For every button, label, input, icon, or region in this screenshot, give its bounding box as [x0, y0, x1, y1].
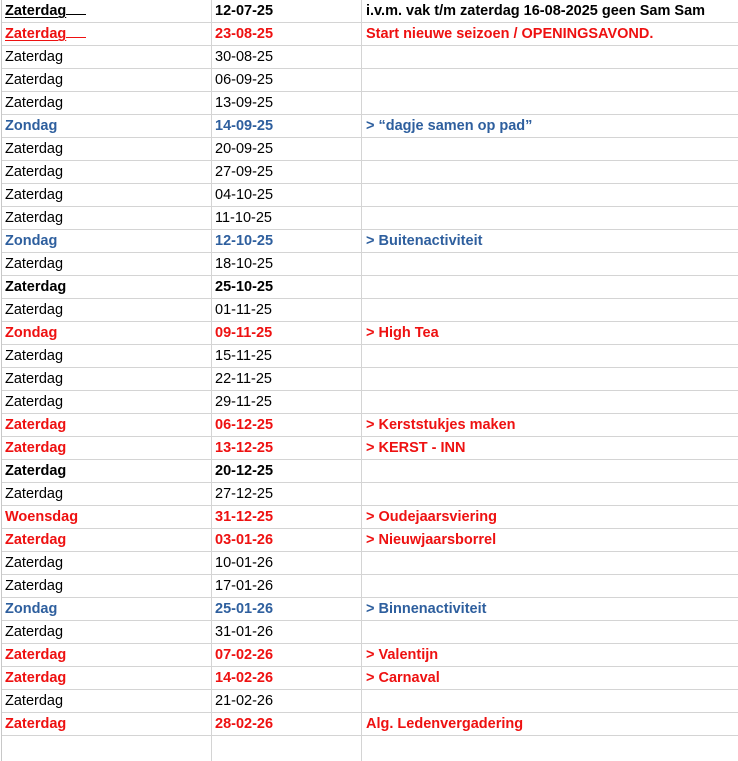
note-cell[interactable] [366, 138, 738, 160]
date-cell-text: 27-09-25 [215, 164, 274, 180]
date-cell-text: 31-12-25 [215, 509, 274, 525]
date-cell[interactable] [215, 207, 359, 229]
day-cell-text: Zaterdag [5, 486, 64, 502]
table-row [2, 667, 738, 690]
date-cell[interactable] [215, 644, 359, 666]
day-cell[interactable] [5, 161, 209, 183]
table-row [2, 23, 738, 46]
date-cell-text: 17-01-26 [215, 578, 274, 594]
note-cell[interactable] [366, 115, 738, 137]
note-cell-text: > KERST - INN [366, 440, 466, 456]
date-cell[interactable] [215, 69, 359, 91]
table-row [2, 552, 738, 575]
date-cell[interactable] [215, 138, 359, 160]
day-cell[interactable] [5, 644, 209, 666]
date-cell-text: 06-12-25 [215, 417, 274, 433]
table-row [2, 690, 738, 713]
date-cell[interactable] [215, 23, 359, 45]
date-cell-text: 01-11-25 [215, 302, 272, 318]
day-cell[interactable] [5, 552, 209, 574]
day-cell[interactable] [5, 368, 209, 390]
day-cell[interactable] [5, 46, 209, 68]
day-cell[interactable] [5, 276, 209, 298]
date-cell[interactable] [215, 368, 359, 390]
date-cell[interactable] [215, 0, 359, 22]
day-cell-text: Zaterdag [5, 49, 64, 65]
table-row [2, 253, 738, 276]
date-cell[interactable] [215, 713, 359, 735]
day-cell[interactable] [5, 230, 209, 252]
note-cell-text: > Carnaval [366, 670, 440, 686]
table-row [2, 713, 738, 736]
date-cell-text: 04-10-25 [215, 187, 274, 203]
table-row [2, 161, 738, 184]
date-cell[interactable] [215, 437, 359, 459]
day-cell[interactable] [5, 598, 209, 620]
table-row [2, 92, 738, 115]
date-cell[interactable] [215, 460, 359, 482]
note-cell[interactable] [366, 368, 738, 390]
note-cell[interactable] [366, 184, 738, 206]
date-cell[interactable] [215, 667, 359, 689]
day-cell-text: Zaterdag [5, 256, 64, 272]
date-cell[interactable] [215, 299, 359, 321]
date-cell-text: 28-02-26 [215, 716, 274, 732]
table-row [2, 391, 738, 414]
date-cell-text: 31-01-26 [215, 624, 274, 640]
day-cell[interactable] [5, 575, 209, 597]
date-cell-text: 20-09-25 [215, 141, 274, 157]
note-cell[interactable] [366, 299, 738, 321]
table-row [2, 437, 738, 460]
day-cell-text: Zaterdag [5, 348, 64, 364]
table-row [2, 368, 738, 391]
date-cell[interactable] [215, 46, 359, 68]
day-cell-text: Zaterdag [5, 279, 67, 295]
note-cell[interactable] [366, 322, 738, 344]
date-cell-text: 06-09-25 [215, 72, 274, 88]
day-cell[interactable] [5, 506, 209, 528]
day-cell-text: Zaterdag [5, 3, 67, 19]
date-cell[interactable] [215, 230, 359, 252]
day-cell-text: Zondag [5, 601, 58, 617]
date-cell-text: 12-07-25 [215, 3, 274, 19]
date-cell[interactable] [215, 598, 359, 620]
note-cell[interactable] [366, 161, 738, 183]
note-cell-text: > Kerststukjes maken [366, 417, 516, 433]
note-cell[interactable] [366, 529, 738, 551]
table-row [2, 483, 738, 506]
day-cell[interactable] [5, 322, 209, 344]
day-cell-text: Zaterdag [5, 141, 64, 157]
table-row [2, 207, 738, 230]
note-cell-text: Alg. Ledenvergadering [366, 716, 524, 732]
day-cell[interactable] [5, 621, 209, 643]
note-cell[interactable] [366, 460, 738, 482]
date-cell-text: 22-11-25 [215, 371, 272, 387]
note-cell[interactable] [366, 621, 738, 643]
date-cell-text: 13-09-25 [215, 95, 274, 111]
note-cell[interactable] [366, 690, 738, 712]
table-row [2, 299, 738, 322]
note-cell[interactable] [366, 23, 738, 45]
date-cell[interactable] [215, 690, 359, 712]
note-cell-text: > Binnenactiviteit [366, 601, 487, 617]
day-cell-text: Zondag [5, 233, 58, 249]
date-cell-text: 12-10-25 [215, 233, 274, 249]
table-row [2, 138, 738, 161]
table-row [2, 414, 738, 437]
note-cell-text: i.v.m. vak t/m zaterdag 16-08-2025 geen Sam Sam [366, 3, 706, 19]
date-cell[interactable] [215, 253, 359, 275]
table-row [2, 69, 738, 92]
table-row [2, 230, 738, 253]
note-cell-text: > Nieuwjaarsborrel [366, 532, 497, 548]
day-cell-text: Zaterdag [5, 72, 64, 88]
date-cell-text: 03-01-26 [215, 532, 274, 548]
note-cell[interactable] [366, 713, 738, 735]
day-cell-text: Zaterdag [5, 95, 64, 111]
note-cell[interactable] [366, 345, 738, 367]
note-cell-text: > Oudejaarsviering [366, 509, 497, 525]
table-row [2, 598, 738, 621]
date-cell[interactable] [215, 483, 359, 505]
day-cell[interactable] [5, 0, 209, 22]
day-cell[interactable] [5, 23, 209, 45]
day-cell-text: Zaterdag [5, 578, 64, 594]
date-cell-text: 11-10-25 [215, 210, 272, 226]
date-cell[interactable] [215, 115, 359, 137]
note-cell-text: > High Tea [366, 325, 439, 341]
date-cell-text: 09-11-25 [215, 325, 273, 341]
table-row [2, 322, 738, 345]
day-cell[interactable] [5, 460, 209, 482]
table-row [2, 621, 738, 644]
day-cell[interactable] [5, 529, 209, 551]
note-cell[interactable] [366, 506, 738, 528]
note-cell[interactable] [366, 667, 738, 689]
day-cell-text: Zondag [5, 118, 58, 134]
underline-trail [66, 0, 86, 15]
day-cell[interactable] [5, 69, 209, 91]
day-cell[interactable] [5, 92, 209, 114]
day-cell[interactable] [5, 690, 209, 712]
day-cell[interactable] [5, 483, 209, 505]
date-cell[interactable] [215, 621, 359, 643]
note-cell[interactable] [366, 276, 738, 298]
day-cell-text: Zaterdag [5, 417, 67, 433]
day-cell-text: Zaterdag [5, 555, 64, 571]
date-cell-text: 21-02-26 [215, 693, 274, 709]
day-cell-text: Zaterdag [5, 187, 64, 203]
day-cell-text: Zaterdag [5, 26, 67, 42]
date-cell-text: 27-12-25 [215, 486, 274, 502]
note-cell[interactable] [366, 414, 738, 436]
day-cell[interactable] [5, 207, 209, 229]
note-cell[interactable] [366, 483, 738, 505]
day-cell-text: Zaterdag [5, 463, 67, 479]
day-cell-text: Zaterdag [5, 440, 67, 456]
date-cell[interactable] [215, 345, 359, 367]
day-cell[interactable] [5, 253, 209, 275]
date-cell-text: 25-01-26 [215, 601, 274, 617]
day-cell[interactable] [5, 184, 209, 206]
date-cell-text: 10-01-26 [215, 555, 274, 571]
day-cell[interactable] [5, 667, 209, 689]
date-cell[interactable] [215, 92, 359, 114]
date-cell[interactable] [215, 552, 359, 574]
date-cell[interactable] [215, 506, 359, 528]
day-cell-text: Zaterdag [5, 371, 64, 387]
note-cell[interactable] [366, 253, 738, 275]
date-cell-text: 25-10-25 [215, 279, 274, 295]
date-cell-text: 15-11-25 [215, 348, 272, 364]
note-cell-text: > “dagje samen op pad” [366, 118, 533, 134]
day-cell[interactable] [5, 115, 209, 137]
day-cell[interactable] [5, 437, 209, 459]
day-cell-text: Zaterdag [5, 670, 67, 686]
table-row [2, 0, 738, 23]
day-cell[interactable] [5, 138, 209, 160]
note-cell[interactable] [366, 207, 738, 229]
note-cell[interactable] [366, 575, 738, 597]
table-row [2, 345, 738, 368]
date-cell[interactable] [215, 276, 359, 298]
date-cell[interactable] [215, 575, 359, 597]
table-row [2, 529, 738, 552]
day-cell[interactable] [5, 414, 209, 436]
table-row [2, 115, 738, 138]
note-cell[interactable] [366, 391, 738, 413]
day-cell-text: Zaterdag [5, 532, 67, 548]
day-cell[interactable] [5, 391, 209, 413]
note-cell[interactable] [366, 437, 738, 459]
note-cell-text: > Buitenactiviteit [366, 233, 483, 249]
day-cell-text: Zaterdag [5, 164, 64, 180]
table-row [2, 276, 738, 299]
date-cell[interactable] [215, 184, 359, 206]
day-cell[interactable] [5, 345, 209, 367]
day-cell-text: Zaterdag [5, 693, 64, 709]
note-cell-text: Start nieuwe seizoen / OPENINGSAVOND. [366, 26, 654, 42]
date-cell-text: 23-08-25 [215, 26, 274, 42]
note-cell[interactable] [366, 0, 738, 22]
day-cell-text: Zaterdag [5, 716, 67, 732]
date-cell-text: 14-02-26 [215, 670, 274, 686]
note-cell[interactable] [366, 46, 738, 68]
date-cell[interactable] [215, 391, 359, 413]
date-cell-text: 20-12-25 [215, 463, 274, 479]
day-cell-text: Zaterdag [5, 394, 64, 410]
date-cell[interactable] [215, 529, 359, 551]
table-row [2, 46, 738, 69]
day-cell-text: Zaterdag [5, 624, 64, 640]
date-cell-text: 18-10-25 [215, 256, 274, 272]
date-cell[interactable] [215, 414, 359, 436]
date-cell-text: 29-11-25 [215, 394, 272, 410]
note-cell-text: > Valentijn [366, 647, 439, 663]
day-cell-text: Woensdag [5, 509, 79, 525]
underline-trail [66, 23, 86, 38]
table-row [2, 506, 738, 529]
day-cell[interactable] [5, 713, 209, 735]
table-row [2, 460, 738, 483]
date-cell-text: 07-02-26 [215, 647, 274, 663]
day-cell-text: Zaterdag [5, 647, 67, 663]
note-cell[interactable] [366, 598, 738, 620]
date-cell-text: 30-08-25 [215, 49, 274, 65]
day-cell-text: Zaterdag [5, 302, 64, 318]
date-cell-text: 14-09-25 [215, 118, 274, 134]
table-row [2, 575, 738, 598]
day-cell-text: Zaterdag [5, 210, 64, 226]
note-cell[interactable] [366, 69, 738, 91]
table-row [2, 184, 738, 207]
note-cell[interactable] [366, 644, 738, 666]
date-cell[interactable] [215, 161, 359, 183]
note-cell[interactable] [366, 230, 738, 252]
note-cell[interactable] [366, 552, 738, 574]
table-row [2, 644, 738, 667]
date-cell[interactable] [215, 322, 359, 344]
day-cell[interactable] [5, 299, 209, 321]
day-cell-text: Zondag [5, 325, 58, 341]
date-cell-text: 13-12-25 [215, 440, 274, 456]
note-cell[interactable] [366, 92, 738, 114]
